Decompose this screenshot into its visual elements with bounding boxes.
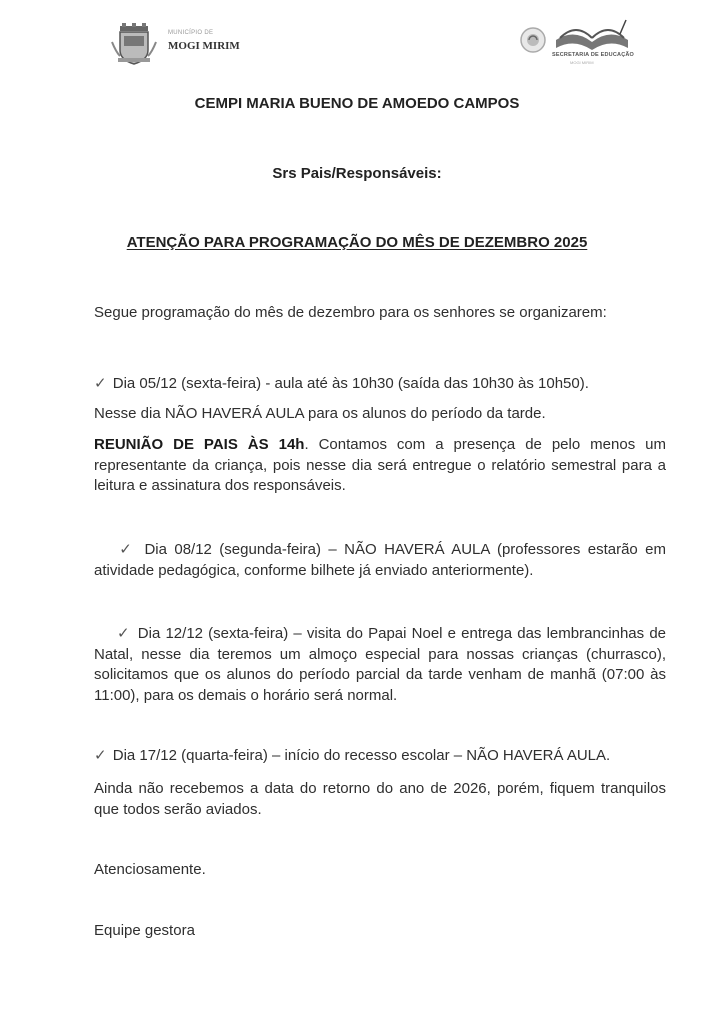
closing: Atenciosamente. — [94, 861, 206, 878]
parents-meeting-paragraph — [94, 435, 666, 497]
checkmark-icon: ✓ — [94, 747, 107, 764]
item-dec-17 — [94, 746, 666, 767]
intro-text: Segue programação do mês de dezembro para os senhores se organizarem: — [94, 304, 607, 321]
checkmark-icon: ✓ — [94, 375, 107, 392]
municipality-name: MOGI MIRIM — [168, 40, 240, 52]
seal-icon — [518, 24, 548, 56]
item-dec-17-text: Dia 17/12 (quarta-feira) – início do recesso escolar – NÃO HAVERÁ AULA. — [112, 747, 611, 764]
return-date-note: Ainda não recebemos a data do retorno do ano de 2026, porém, fiquem tranquilos que todos serão aviados. — [94, 780, 666, 818]
item-dec-08 — [94, 540, 666, 581]
item-dec-08-text: Dia 08/12 (segunda-feira) – NÃO HAVERÁ AULA (professores estarão em atividade pedagógica, conforme bilhete já enviado anteriormente). — [94, 541, 667, 579]
coat-of-arms-icon — [110, 22, 158, 66]
signature: Equipe gestora — [94, 922, 195, 939]
greeting: Srs Pais/Responsáveis: — [272, 165, 442, 182]
checkmark-icon: ✓ — [116, 625, 131, 642]
parents-meeting-highlight: REUNIÃO DE PAIS ÀS 14h — [94, 436, 305, 453]
municipality-prefix: MUNICÍPIO DE — [168, 30, 214, 36]
page-heading: ATENÇÃO PARA PROGRAMAÇÃO DO MÊS DE DEZEMBRO 2025 — [126, 234, 588, 251]
school-name: CEMPI MARIA BUENO DE AMOEDO CAMPOS — [194, 95, 520, 112]
parents-meeting-text: . Contamos com a presença de pelo menos um representante da criança, pois nesse dia será entregue o relatório semestral para a leitura e assinatura dos responsáveis. — [94, 436, 666, 494]
item-dec-12 — [94, 624, 666, 706]
open-book-icon — [552, 18, 632, 54]
secretary-sublabel: MOGI MIRIM — [570, 60, 594, 65]
item-dec-05-text: Dia 05/12 (sexta-feira) - aula até às 10h30 (saída das 10h30 às 10h50). — [112, 375, 589, 392]
municipality-logo — [110, 18, 250, 68]
item-dec-05-note: Nesse dia NÃO HAVERÁ AULA para os alunos do período da tarde. — [94, 405, 546, 422]
checkmark-icon: ✓ — [116, 541, 136, 558]
education-secretary-logo — [514, 18, 644, 70]
secretary-label: SECRETARIA DE EDUCAÇÃO — [552, 52, 635, 58]
item-dec-05 — [94, 374, 666, 395]
item-dec-12-text: Dia 12/12 (sexta-feira) – visita do Papai Noel e entrega das lembrancinhas de Natal, nesse dia teremos um almoço especial para nossas crianças (churrasco), solicitamos que os alunos do período parcial da tarde venham de manhã (07:00 às 11:00), para os demais o horário será normal. — [94, 625, 667, 704]
